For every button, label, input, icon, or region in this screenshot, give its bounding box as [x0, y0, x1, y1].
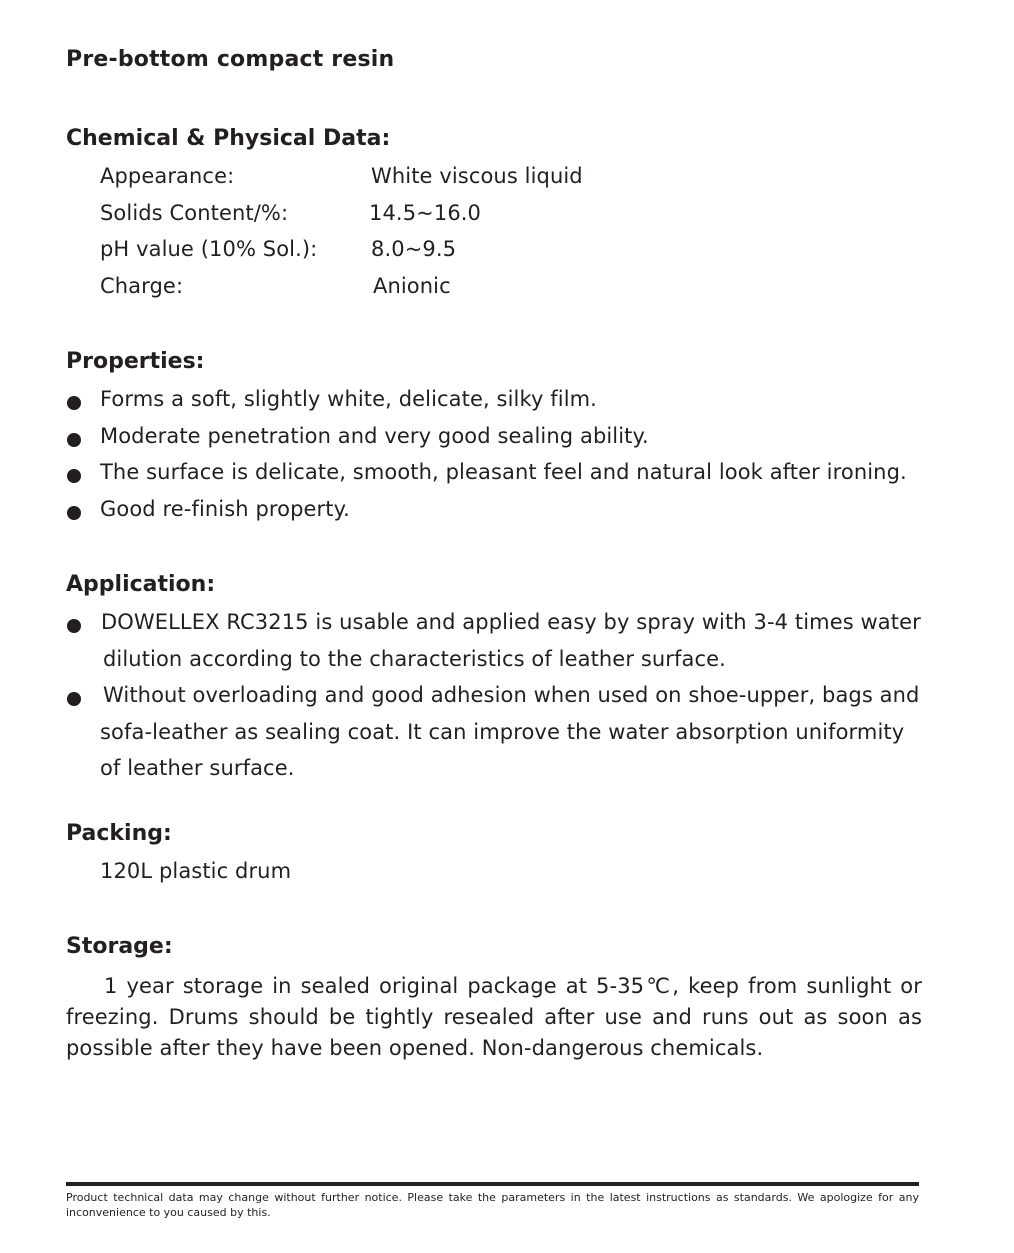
application-heading: Application: [66, 572, 216, 597]
bullet-icon [67, 469, 81, 483]
bullet-icon [67, 692, 81, 706]
appearance-value: White viscous liquid [371, 164, 583, 188]
application-line: sofa-leather as sealing coat. It can improve the water absorption uniformity [100, 720, 905, 744]
bullet-icon [67, 506, 81, 520]
property-item: The surface is delicate, smooth, pleasant feel and natural look after ironing. [100, 460, 907, 484]
ph-value-label: pH value (10% Sol.): [100, 237, 318, 261]
property-item: Moderate penetration and very good sealing ability. [100, 424, 649, 448]
property-item: Good re-finish property. [100, 497, 350, 521]
packing-text: 120L plastic drum [100, 859, 292, 883]
application-line: dilution according to the characteristics of leather surface. [103, 647, 726, 671]
bullet-icon [67, 619, 81, 633]
bullet-icon [67, 433, 81, 447]
application-line: of leather surface. [100, 756, 295, 780]
solids-content-label: Solids Content/%: [100, 201, 289, 225]
footer-disclaimer: Product technical data may change without further notice. Please take the parameters in the latest instructions as standards. We apologize for any inconvenience to you caused by this. [66, 1191, 919, 1219]
property-item: Forms a soft, slightly white, delicate, silky film. [100, 387, 597, 411]
application-line: Without overloading and good adhesion when used on shoe-upper, bags and [103, 683, 920, 707]
footer-divider [66, 1182, 919, 1186]
ph-value-value: 8.0~9.5 [371, 237, 457, 261]
charge-value: Anionic [373, 274, 451, 298]
page-title: Pre-bottom compact resin [66, 47, 395, 72]
storage-heading: Storage: [66, 934, 173, 959]
bullet-icon [67, 396, 81, 410]
packing-heading: Packing: [66, 821, 172, 846]
application-line: DOWELLEX RC3215 is usable and applied easy by spray with 3-4 times water [101, 610, 921, 634]
chemical-data-heading: Chemical & Physical Data: [66, 126, 391, 151]
charge-label: Charge: [100, 274, 184, 298]
solids-content-value: 14.5~16.0 [369, 201, 482, 225]
properties-heading: Properties: [66, 349, 205, 374]
storage-text: 1 year storage in sealed original package at 5-35℃, keep from sunlight or freezing. Drums should be tightly resealed after use and runs out as soon as possible after they have been opened. Non-dangerous chemicals. [66, 974, 922, 1060]
appearance-label: Appearance: [100, 164, 235, 188]
